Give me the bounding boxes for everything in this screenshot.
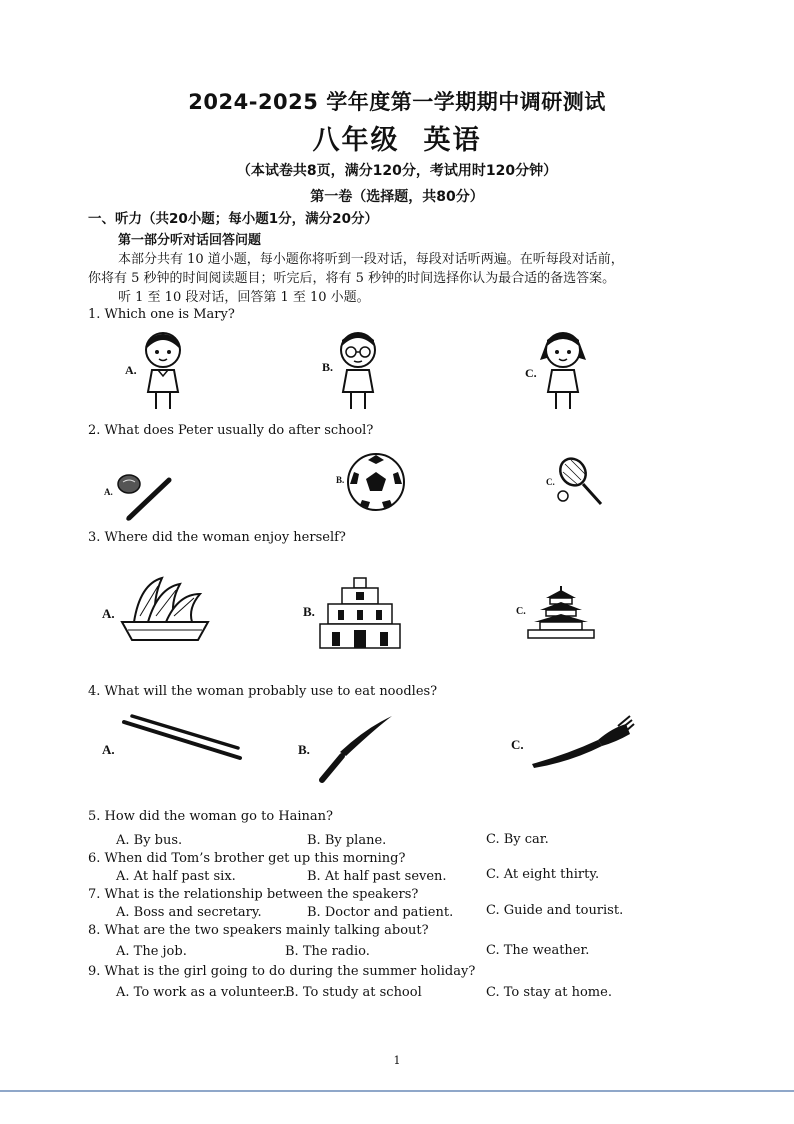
baseball-bat-icon[interactable] xyxy=(115,470,175,525)
q3-option-b-label: B. xyxy=(303,604,315,619)
q1-option-a-label: A. xyxy=(125,363,137,377)
intro-line-3: 听 1 至 10 段对话，回答第 1 至 10 小题。 xyxy=(118,290,370,305)
q8-option-c[interactable]: C. The weather. xyxy=(486,943,590,958)
sydney-opera-house-icon[interactable] xyxy=(118,572,213,644)
q7-option-b[interactable]: B. Doctor and patient. xyxy=(307,905,454,920)
tennis-racket-icon[interactable] xyxy=(555,456,605,508)
q3-option-c-label: C. xyxy=(516,606,526,617)
q4-option-c-label: C. xyxy=(511,737,524,752)
question-6: 6. When did Tom’s brother get up this morning? xyxy=(88,851,406,866)
exam-subtitle xyxy=(0,118,794,157)
q8-option-b[interactable]: B. The radio. xyxy=(285,944,370,959)
section-heading: 一、听力（共20小题；每小题1分，满分20分） xyxy=(88,211,378,227)
q6-option-c[interactable]: C. At eight thirty. xyxy=(486,867,600,882)
part-title: 第一部分听对话回答问题 xyxy=(118,233,262,248)
subject-label: 英语 xyxy=(423,125,482,156)
intro-line-2: 你将有 5 秒钟的时间阅读题目；听完后，将有 5 秒钟的时间选择你认为最合适的备选答案。 xyxy=(88,271,616,286)
q3-option-a-label: A. xyxy=(102,606,115,621)
girl-with-ponytails-icon[interactable] xyxy=(538,330,588,412)
fork-icon[interactable] xyxy=(528,714,636,770)
volume-title: 第一卷（选择题，共80分） xyxy=(310,189,484,205)
girl-with-bangs-icon[interactable] xyxy=(138,330,188,412)
q5-option-b[interactable]: B. By plane. xyxy=(307,833,387,848)
girl-with-glasses-icon[interactable] xyxy=(333,330,383,412)
question-8: 8. What are the two speakers mainly talking about? xyxy=(88,923,429,938)
q7-option-a[interactable]: A. Boss and secretary. xyxy=(116,905,262,920)
question-7: 7. What is the relationship between the speakers? xyxy=(88,887,419,902)
q6-option-a[interactable]: A. At half past six. xyxy=(116,869,236,884)
exam-title: 2024-2025 学年度第一学期期中调研测试 xyxy=(188,90,606,114)
grade-label: 八年级 xyxy=(312,125,400,156)
q9-option-a[interactable]: A. To work as a volunteer. xyxy=(116,985,287,1000)
q5-option-c[interactable]: C. By car. xyxy=(486,832,549,847)
q9-option-c[interactable]: C. To stay at home. xyxy=(486,985,612,1000)
question-5: 5. How did the woman go to Hainan? xyxy=(88,809,334,824)
q4-option-a-label: A. xyxy=(102,742,115,757)
chopsticks-icon[interactable] xyxy=(120,714,245,764)
question-3: 3. Where did the woman enjoy herself? xyxy=(88,530,346,545)
q2-option-c-label: C. xyxy=(546,477,555,487)
exam-note: （本试卷共8页，满分120分，考试用时120分钟） xyxy=(236,163,558,179)
q9-option-b[interactable]: B. To study at school xyxy=(285,985,422,1000)
soccer-ball-icon[interactable] xyxy=(346,452,406,512)
q7-option-c[interactable]: C. Guide and tourist. xyxy=(486,903,624,918)
q8-option-a[interactable]: A. The job. xyxy=(116,944,187,959)
temple-of-heaven-icon[interactable] xyxy=(526,584,596,640)
q6-option-b[interactable]: B. At half past seven. xyxy=(307,869,447,884)
question-2: 2. What does Peter usually do after school? xyxy=(88,423,374,438)
q1-option-b-label: B. xyxy=(322,360,334,374)
question-1: 1. Which one is Mary? xyxy=(88,307,235,322)
question-4: 4. What will the woman probably use to eat noodles? xyxy=(88,684,438,699)
question-9: 9. What is the girl going to do during the summer holiday? xyxy=(88,964,476,979)
ruins-of-st-paul-icon[interactable] xyxy=(318,574,402,650)
page-bottom-divider xyxy=(0,1090,794,1092)
q2-option-b-label: B. xyxy=(336,475,345,485)
q1-option-c-label: C. xyxy=(525,366,537,380)
q2-option-a-label: A. xyxy=(104,487,113,497)
page-number: 1 xyxy=(393,1054,401,1067)
q5-option-a[interactable]: A. By bus. xyxy=(116,833,183,848)
knife-icon[interactable] xyxy=(316,712,396,784)
intro-line-1: 本部分共有 10 道小题，每小题你将听到一段对话，每段对话听两遍。在听每段对话前， xyxy=(118,252,624,267)
q4-option-b-label: B. xyxy=(298,742,310,757)
